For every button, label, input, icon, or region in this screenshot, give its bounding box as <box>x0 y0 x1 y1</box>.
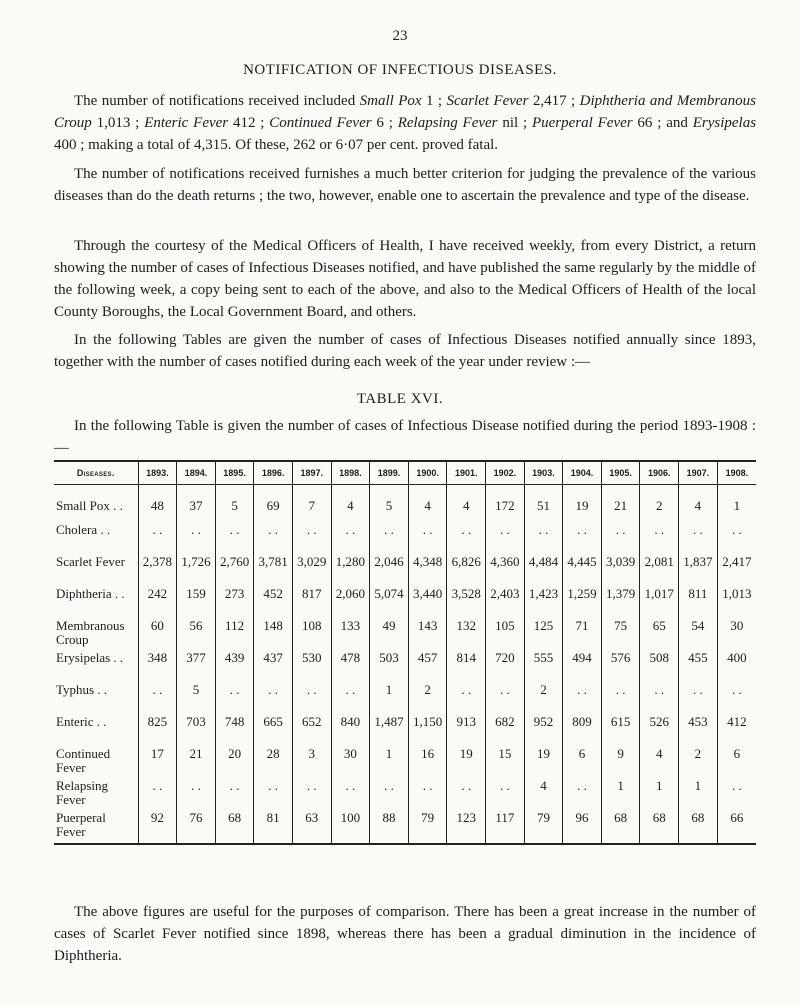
table-cell: 615 <box>601 715 640 747</box>
table-cell: 2 <box>640 485 679 524</box>
table-cell: . . <box>640 523 679 555</box>
table-row <box>54 587 756 619</box>
table-cell: 100 <box>331 811 370 844</box>
table-cell: . . <box>292 683 331 715</box>
table-cell: 4 <box>331 485 370 524</box>
table-cell: 2 <box>408 683 447 715</box>
table-cell: . . <box>563 523 602 555</box>
table-cell: 65 <box>640 619 679 651</box>
table-cell: . . <box>292 523 331 555</box>
table-cell: 1,423 <box>524 587 563 619</box>
header-year: 1902. <box>486 461 525 485</box>
table-cell: 1 <box>640 779 679 811</box>
table-cell: 48 <box>138 485 177 524</box>
table-cell: . . <box>138 523 177 555</box>
table-cell: . . <box>370 779 409 811</box>
table-cell: 30 <box>331 747 370 779</box>
tables-intro-paragraph: In the following Tables are given the number of cases of Infectious Diseases notified annually since 1893, together with the number of cases notified during each week of the year under review :— <box>54 332 756 370</box>
table-cell: . . <box>563 683 602 715</box>
table-cell: 242 <box>138 587 177 619</box>
table-cell: 2,060 <box>331 587 370 619</box>
page-number: 23 <box>392 28 408 44</box>
table-cell: 143 <box>408 619 447 651</box>
table-cell: 825 <box>138 715 177 747</box>
table-cell: 720 <box>486 651 525 683</box>
table-cell: 1,013 <box>717 587 756 619</box>
disease-name: Cholera . . <box>56 522 111 537</box>
table-cell: 132 <box>447 619 486 651</box>
table-cell: 63 <box>292 811 331 844</box>
table-cell: 51 <box>524 485 563 524</box>
disease-name: Small Pox . . <box>56 498 123 513</box>
table-cell: 3,781 <box>254 555 293 587</box>
table-cell: 400 <box>717 651 756 683</box>
table-cell: 5,074 <box>370 587 409 619</box>
header-year: 1895. <box>215 461 254 485</box>
table-cell: 1 <box>370 747 409 779</box>
table-cell: 814 <box>447 651 486 683</box>
table-cell: 17 <box>138 747 177 779</box>
table-cell: . . <box>215 779 254 811</box>
header-year: 1901. <box>447 461 486 485</box>
table-cell: 4 <box>447 485 486 524</box>
table-cell: 3 <box>292 747 331 779</box>
table-cell: 68 <box>640 811 679 844</box>
table-cell: 809 <box>563 715 602 747</box>
table-cell: . . <box>679 523 718 555</box>
header-year: 1908. <box>717 461 756 485</box>
courtesy-paragraph: Through the courtesy of the Medical Officers of Health, I have received weekly, from every District, a return showing the number of cases of Infectious Diseases notified, and have published the same regularly by the middle of the following week, a copy being sent to each of the above, and also to the Medical Officers of Health of the local County Boroughs, the Local Government Board, and others. <box>54 238 756 320</box>
table-cell: 1 <box>679 779 718 811</box>
header-year: 1893. <box>138 461 177 485</box>
disease-name: Continued Fever <box>56 746 111 775</box>
table-cell: 88 <box>370 811 409 844</box>
table-body <box>54 485 756 845</box>
table-cell: 112 <box>215 619 254 651</box>
header-year: 1907. <box>679 461 718 485</box>
table-cell: 7 <box>292 485 331 524</box>
table-cell: . . <box>254 523 293 555</box>
table-cell: 1,150 <box>408 715 447 747</box>
table-cell: 1,726 <box>177 555 216 587</box>
table-cell: 123 <box>447 811 486 844</box>
table-cell: 21 <box>601 485 640 524</box>
table-row <box>54 683 756 715</box>
page-heading: NOTIFICATION OF INFECTIOUS DISEASES. <box>243 62 557 78</box>
table-cell: 20 <box>215 747 254 779</box>
table-cell: . . <box>486 523 525 555</box>
table-cell: . . <box>408 779 447 811</box>
table-cell: 28 <box>254 747 293 779</box>
disease-name: Puerperal Fever <box>56 810 106 839</box>
table-cell: . . <box>563 779 602 811</box>
table-cell: . . <box>177 523 216 555</box>
criterion-paragraph: The number of notifications received furnishes a much better criterion for judging the prevalence of the various diseases than do the death returns ; the two, however, enable one to ascertain the prevalence and type of the disease. <box>54 166 756 204</box>
table-cell: . . <box>331 683 370 715</box>
table-cell: 4,484 <box>524 555 563 587</box>
table-cell: 508 <box>640 651 679 683</box>
table-cell: 555 <box>524 651 563 683</box>
table-cell: . . <box>138 683 177 715</box>
table-cell: . . <box>717 523 756 555</box>
table-cell: 682 <box>486 715 525 747</box>
table-header-row <box>54 461 756 485</box>
table-row <box>54 485 756 524</box>
table-cell: 133 <box>331 619 370 651</box>
table-cell: . . <box>254 779 293 811</box>
table-cell: 840 <box>331 715 370 747</box>
table-cell: 4 <box>640 747 679 779</box>
table-cell: 19 <box>524 747 563 779</box>
table-cell: . . <box>215 683 254 715</box>
table-cell: 455 <box>679 651 718 683</box>
table-cell: . . <box>524 523 563 555</box>
table-cell: 19 <box>563 485 602 524</box>
table-cell: . . <box>601 523 640 555</box>
disease-name: Membranous Croup <box>56 618 125 647</box>
table-cell: 108 <box>292 619 331 651</box>
table-cell: 6 <box>563 747 602 779</box>
table-cell: 37 <box>177 485 216 524</box>
table-cell: 748 <box>215 715 254 747</box>
table-cell: 530 <box>292 651 331 683</box>
table-cell: 81 <box>254 811 293 844</box>
table-cell: 273 <box>215 587 254 619</box>
table-cell: 21 <box>177 747 216 779</box>
disease-name: Relapsing Fever <box>56 778 108 807</box>
table-cell: 1,837 <box>679 555 718 587</box>
table-cell: 92 <box>138 811 177 844</box>
table-cell: . . <box>370 523 409 555</box>
table-intro-paragraph: In the following Table is given the number of cases of Infectious Disease notified during the period 1893-1908 :— <box>54 418 756 456</box>
table-cell: 3,440 <box>408 587 447 619</box>
table-cell: . . <box>138 779 177 811</box>
table-row <box>54 555 756 587</box>
table-cell: 652 <box>292 715 331 747</box>
table-cell: 377 <box>177 651 216 683</box>
table-cell: 159 <box>177 587 216 619</box>
table-cell: 96 <box>563 811 602 844</box>
table-cell: 2,403 <box>486 587 525 619</box>
table-cell: . . <box>408 523 447 555</box>
table-cell: 4,360 <box>486 555 525 587</box>
infectious-diseases-table <box>54 460 756 845</box>
table-cell: 49 <box>370 619 409 651</box>
table-cell: 913 <box>447 715 486 747</box>
table-cell: 2 <box>524 683 563 715</box>
table-cell: 1,280 <box>331 555 370 587</box>
table-row <box>54 619 756 651</box>
table-cell: 15 <box>486 747 525 779</box>
table-cell: 4,348 <box>408 555 447 587</box>
table-cell: . . <box>601 683 640 715</box>
table-cell: 2 <box>679 747 718 779</box>
table-cell: 817 <box>292 587 331 619</box>
disease-name: Erysipelas . . <box>56 650 124 665</box>
table-cell: 1 <box>370 683 409 715</box>
disease-name: Enteric . . <box>56 714 107 729</box>
table-cell: 1 <box>601 779 640 811</box>
header-year: 1905. <box>601 461 640 485</box>
header-year: 1900. <box>408 461 447 485</box>
table-cell: 4,445 <box>563 555 602 587</box>
table-cell: 4 <box>524 779 563 811</box>
table-row <box>54 779 756 811</box>
table-cell: 2,378 <box>138 555 177 587</box>
table-cell: 1 <box>717 485 756 524</box>
table-cell: 30 <box>717 619 756 651</box>
table-cell: . . <box>486 779 525 811</box>
table-cell: . . <box>215 523 254 555</box>
table-cell: . . <box>486 683 525 715</box>
table-cell: 457 <box>408 651 447 683</box>
disease-name: Diphtheria . . <box>56 586 125 601</box>
table-cell: 172 <box>486 485 525 524</box>
table-cell: 79 <box>408 811 447 844</box>
table-cell: . . <box>717 779 756 811</box>
table-cell: . . <box>679 683 718 715</box>
table-cell: 148 <box>254 619 293 651</box>
table-cell: 4 <box>679 485 718 524</box>
table-cell: 952 <box>524 715 563 747</box>
table-cell: 56 <box>177 619 216 651</box>
table-cell: . . <box>177 779 216 811</box>
table-cell: 125 <box>524 619 563 651</box>
table-cell: 54 <box>679 619 718 651</box>
table-cell: 4 <box>408 485 447 524</box>
table-row <box>54 651 756 683</box>
table-cell: 576 <box>601 651 640 683</box>
table-cell: 1,017 <box>640 587 679 619</box>
table-cell: 478 <box>331 651 370 683</box>
header-diseases: Diseases. <box>54 461 138 485</box>
table-cell: 703 <box>177 715 216 747</box>
table-cell: 665 <box>254 715 293 747</box>
closing-paragraph: The above figures are useful for the purposes of comparison. There has been a great increase in the number of cases of Scarlet Fever notified since 1898, whereas there has been a gradual diminution in the incidence of Diphtheria. <box>54 904 756 964</box>
table-cell: 6,826 <box>447 555 486 587</box>
table-cell: 2,760 <box>215 555 254 587</box>
header-year: 1898. <box>331 461 370 485</box>
table-cell: . . <box>447 779 486 811</box>
table-cell: . . <box>640 683 679 715</box>
table-cell: 452 <box>254 587 293 619</box>
table-cell: 811 <box>679 587 718 619</box>
table-cell: 437 <box>254 651 293 683</box>
table-cell: 348 <box>138 651 177 683</box>
table-cell: 5 <box>370 485 409 524</box>
table-cell: 453 <box>679 715 718 747</box>
header-year: 1897. <box>292 461 331 485</box>
table-title: TABLE XVI. <box>356 391 444 407</box>
table-cell: 2,417 <box>717 555 756 587</box>
intro-paragraph: The number of notifications received included Small Pox 1 ; Scarlet Fever 2,417 ; Diphtheria and Membranous Croup 1,013 ; Enteric Fever 412 ; Continued Fever 6 ; Relapsing Fever nil ; Puerperal Fever 66 ; and Erysipelas 400 ; making a total of 4,315. Of these, 262 or 6·07 per cent. proved fatal. <box>54 93 757 153</box>
table-cell: 79 <box>524 811 563 844</box>
table-cell: 3,528 <box>447 587 486 619</box>
table-cell: 19 <box>447 747 486 779</box>
table-cell: 60 <box>138 619 177 651</box>
table-cell: 105 <box>486 619 525 651</box>
table-cell: 117 <box>486 811 525 844</box>
table-cell: . . <box>447 523 486 555</box>
disease-name: Typhus . . <box>56 682 108 697</box>
header-year: 1899. <box>370 461 409 485</box>
table-cell: 9 <box>601 747 640 779</box>
table-cell: 75 <box>601 619 640 651</box>
table-cell: . . <box>331 523 370 555</box>
table-cell: 71 <box>563 619 602 651</box>
table-cell: 412 <box>717 715 756 747</box>
header-year: 1894. <box>177 461 216 485</box>
table-row <box>54 715 756 747</box>
table-cell: 5 <box>215 485 254 524</box>
table-cell: 69 <box>254 485 293 524</box>
table-cell: 3,029 <box>292 555 331 587</box>
table-cell: 2,081 <box>640 555 679 587</box>
table-cell: 16 <box>408 747 447 779</box>
header-year: 1904. <box>563 461 602 485</box>
table-row <box>54 747 756 779</box>
table-cell: 68 <box>215 811 254 844</box>
table-cell: 5 <box>177 683 216 715</box>
table-cell: . . <box>717 683 756 715</box>
table-cell: 68 <box>601 811 640 844</box>
table-cell: 6 <box>717 747 756 779</box>
table-cell: . . <box>292 779 331 811</box>
table-cell: . . <box>331 779 370 811</box>
table-row <box>54 811 756 844</box>
table-cell: 1,487 <box>370 715 409 747</box>
disease-name: Scarlet Fever <box>56 554 125 569</box>
table-cell: 503 <box>370 651 409 683</box>
table-cell: . . <box>447 683 486 715</box>
table-cell: 526 <box>640 715 679 747</box>
header-year: 1903. <box>524 461 563 485</box>
table-cell: . . <box>254 683 293 715</box>
table-cell: 66 <box>717 811 756 844</box>
header-year: 1896. <box>254 461 293 485</box>
table-cell: 1,259 <box>563 587 602 619</box>
table-cell: 494 <box>563 651 602 683</box>
table-cell: 2,046 <box>370 555 409 587</box>
table-cell: 76 <box>177 811 216 844</box>
table-cell: 68 <box>679 811 718 844</box>
header-year: 1906. <box>640 461 679 485</box>
table-cell: 439 <box>215 651 254 683</box>
table-cell: 3,039 <box>601 555 640 587</box>
table-row <box>54 523 756 555</box>
table-cell: 1,379 <box>601 587 640 619</box>
